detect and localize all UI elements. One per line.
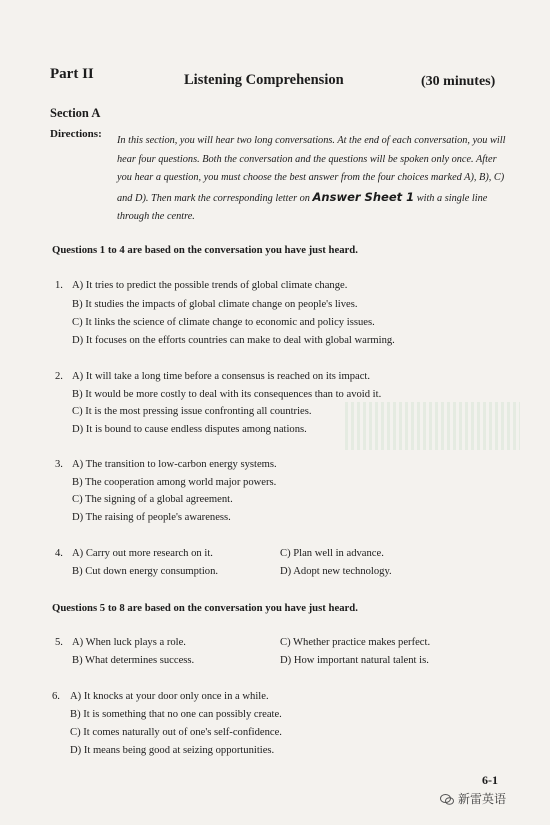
directions-tail: with a single line through the centre.: [117, 192, 488, 223]
option-5d: D) How important natural talent is.: [280, 655, 429, 666]
option-6a: A) It knocks at your door only once in a while.: [70, 691, 269, 702]
option-6d: D) It means being good at seizing opportunities.: [70, 745, 275, 756]
option-3b: B) The cooperation among world major powers.: [72, 477, 277, 488]
option-2d: D) It is bound to cause endless disputes among nations.: [72, 424, 307, 435]
group-heading-1: Questions 1 to 4 are based on the conversation you have just heard.: [52, 244, 358, 256]
option-6c: C) It comes naturally out of one's self-confidence.: [70, 727, 282, 738]
option-3c: C) The signing of a global agreement.: [72, 494, 233, 505]
option-2b: B) It would be more costly to deal with its consequences than to avoid it.: [72, 389, 382, 400]
option-1b: B) It studies the impacts of global climate change on people's lives.: [72, 299, 358, 310]
option-5c: C) Whether practice makes perfect.: [280, 637, 431, 648]
group-heading-2: Questions 5 to 8 are based on the conversation you have just heard.: [52, 602, 358, 614]
answer-sheet-label: Answer Sheet 1: [312, 189, 415, 204]
option-4b: B) Cut down energy consumption.: [72, 566, 219, 577]
option-4d: D) Adopt new technology.: [280, 566, 392, 577]
section-title: Listening Comprehension: [184, 72, 344, 88]
option-3a: A) The transition to low-carbon energy systems.: [72, 459, 277, 470]
option-3d: D) The raising of people's awareness.: [72, 512, 231, 523]
option-1a: A) It tries to predict the possible trends of global climate change.: [72, 280, 348, 291]
time-limit: (30 minutes): [421, 74, 496, 89]
question-number: 1.: [55, 280, 63, 291]
page-number: 6-1: [482, 773, 498, 787]
option-5a: A) When luck plays a role.: [72, 637, 186, 648]
option-2c: C) It is the most pressing issue confronting all countries.: [72, 406, 312, 417]
question-number: 6.: [52, 691, 60, 702]
directions-label: Directions:: [50, 128, 102, 140]
section-label: Section A: [50, 106, 101, 120]
option-1d: D) It focuses on the efforts countries can make to deal with global warming.: [72, 335, 395, 346]
question-number: 2.: [55, 371, 63, 382]
part-label: Part II: [50, 66, 94, 82]
option-1c: C) It links the science of climate change to economic and policy issues.: [72, 317, 375, 328]
option-5b: B) What determines success.: [72, 655, 195, 666]
faded-stamp: [345, 402, 520, 450]
option-4a: A) Carry out more research on it.: [72, 548, 213, 559]
question-number: 4.: [55, 548, 63, 559]
option-2a: A) It will take a long time before a consensus is reached on its impact.: [72, 371, 371, 382]
watermark-text: 新雷英语: [458, 792, 507, 806]
directions-body: In this section, you will hear two long conversations. At the end of each conversation, you will hear four questions. Both the conversation and the questions will be spoken only once. After you hear a question, you must choose the best answer from the four choices marked A), B), C) and D). Then mark the corresponding letter on: [117, 135, 506, 204]
question-number: 5.: [55, 637, 63, 648]
question-number: 3.: [55, 459, 63, 470]
directions-text: [117, 132, 507, 227]
wechat-icon: [440, 794, 454, 805]
option-6b: B) It is something that no one can possibly create.: [70, 709, 282, 720]
option-4c: C) Plan well in advance.: [280, 548, 384, 559]
